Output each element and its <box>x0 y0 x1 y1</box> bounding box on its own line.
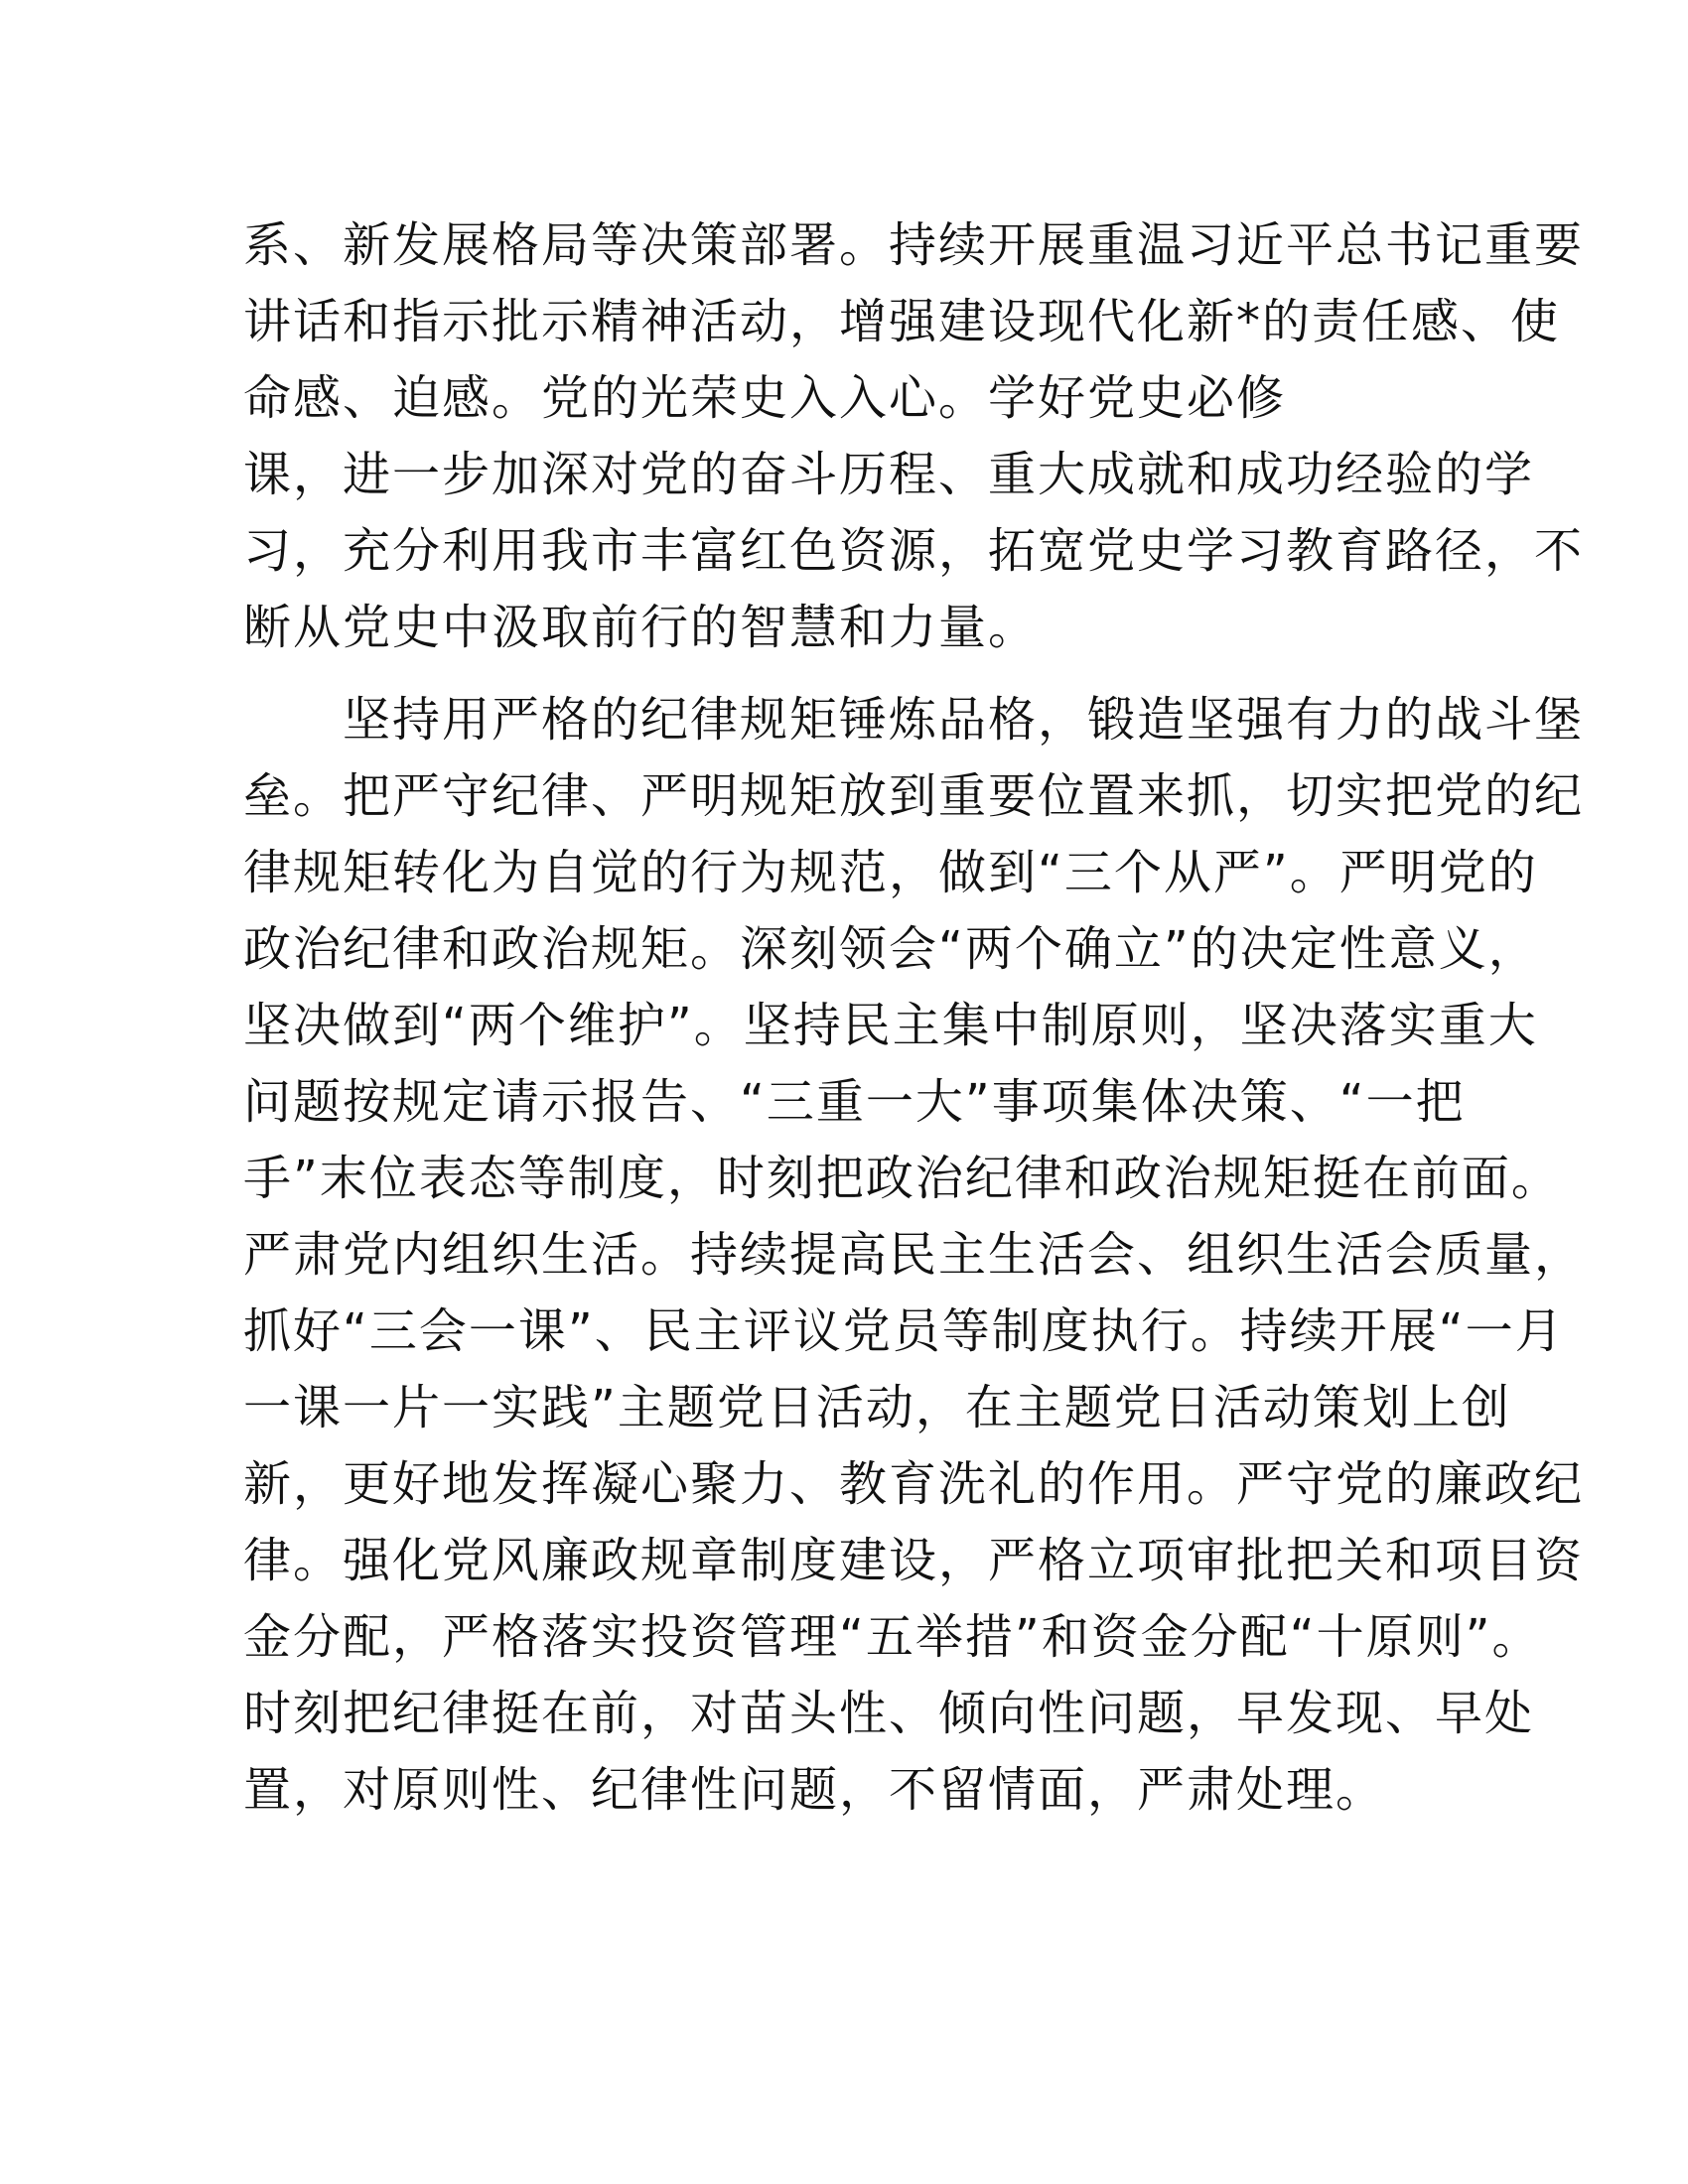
text-line: 律。强化党风廉政规章制度建设，严格立项审批把关和项目资 <box>243 1533 1585 1588</box>
text-line: 严肃党内组织生活。持续提高民主生活会、组织生活会质量， <box>243 1227 1585 1283</box>
text-line: 金分配，严格落实投资管理“五举措”和资金分配“十原则”。 <box>243 1609 1542 1665</box>
text-line: 政治纪律和政治规矩。深刻领会“两个确立”的决定性意义， <box>243 921 1538 977</box>
paragraph-2 <box>243 682 1585 1829</box>
text-line: 系、新发展格局等决策部署。持续开展重温习近平总书记重要 <box>243 217 1585 273</box>
text-line: 命感、迫感。党的光荣史入入心。学好党史必修 <box>243 370 1287 426</box>
paragraph-1 <box>243 207 1585 666</box>
text-line: 坚决做到“两个维护”。坚持民主集中制原则，坚决落实重大 <box>243 998 1538 1053</box>
text-line: 律规矩转化为自觉的行为规范，做到“三个从严”。严明党的 <box>243 845 1538 900</box>
text-line: 断从党史中汲取前行的智慧和力量。 <box>243 600 1039 655</box>
text-line: 讲话和指示批示精神活动，增强建设现代化新*的责任感、使 <box>243 294 1561 349</box>
text-line: 坚持用严格的纪律规矩锤炼品格，锻造坚强有力的战斗堡 <box>343 692 1585 748</box>
text-line: 一课一片一实践”主题党日活动，在主题党日活动策划上创 <box>243 1380 1511 1435</box>
text-line: 手”末位表态等制度，时刻把政治纪律和政治规矩挺在前面。 <box>243 1151 1561 1206</box>
text-line: 新，更好地发挥凝心聚力、教育洗礼的作用。严守党的廉政纪 <box>243 1456 1585 1512</box>
text-line: 置，对原则性、纪律性问题，不留情面，严肃处理。 <box>243 1762 1386 1818</box>
text-line: 习，充分利用我市丰富红色资源，拓宽党史学习教育路径，不 <box>243 523 1585 579</box>
text-line: 抓好“三会一课”、民主评议党员等制度执行。持续开展“一月 <box>243 1303 1565 1359</box>
text-line: 课，进一步加深对党的奋斗历程、重大成就和成功经验的学 <box>243 447 1535 502</box>
text-line: 问题按规定请示报告、“三重一大”事项集体决策、“一把 <box>243 1074 1466 1130</box>
text-line: 垒。把严守纪律、严明规矩放到重要位置来抓，切实把党的纪 <box>243 768 1585 824</box>
text-line: 时刻把纪律挺在前，对苗头性、倾向性问题，早发现、早处 <box>243 1686 1535 1741</box>
